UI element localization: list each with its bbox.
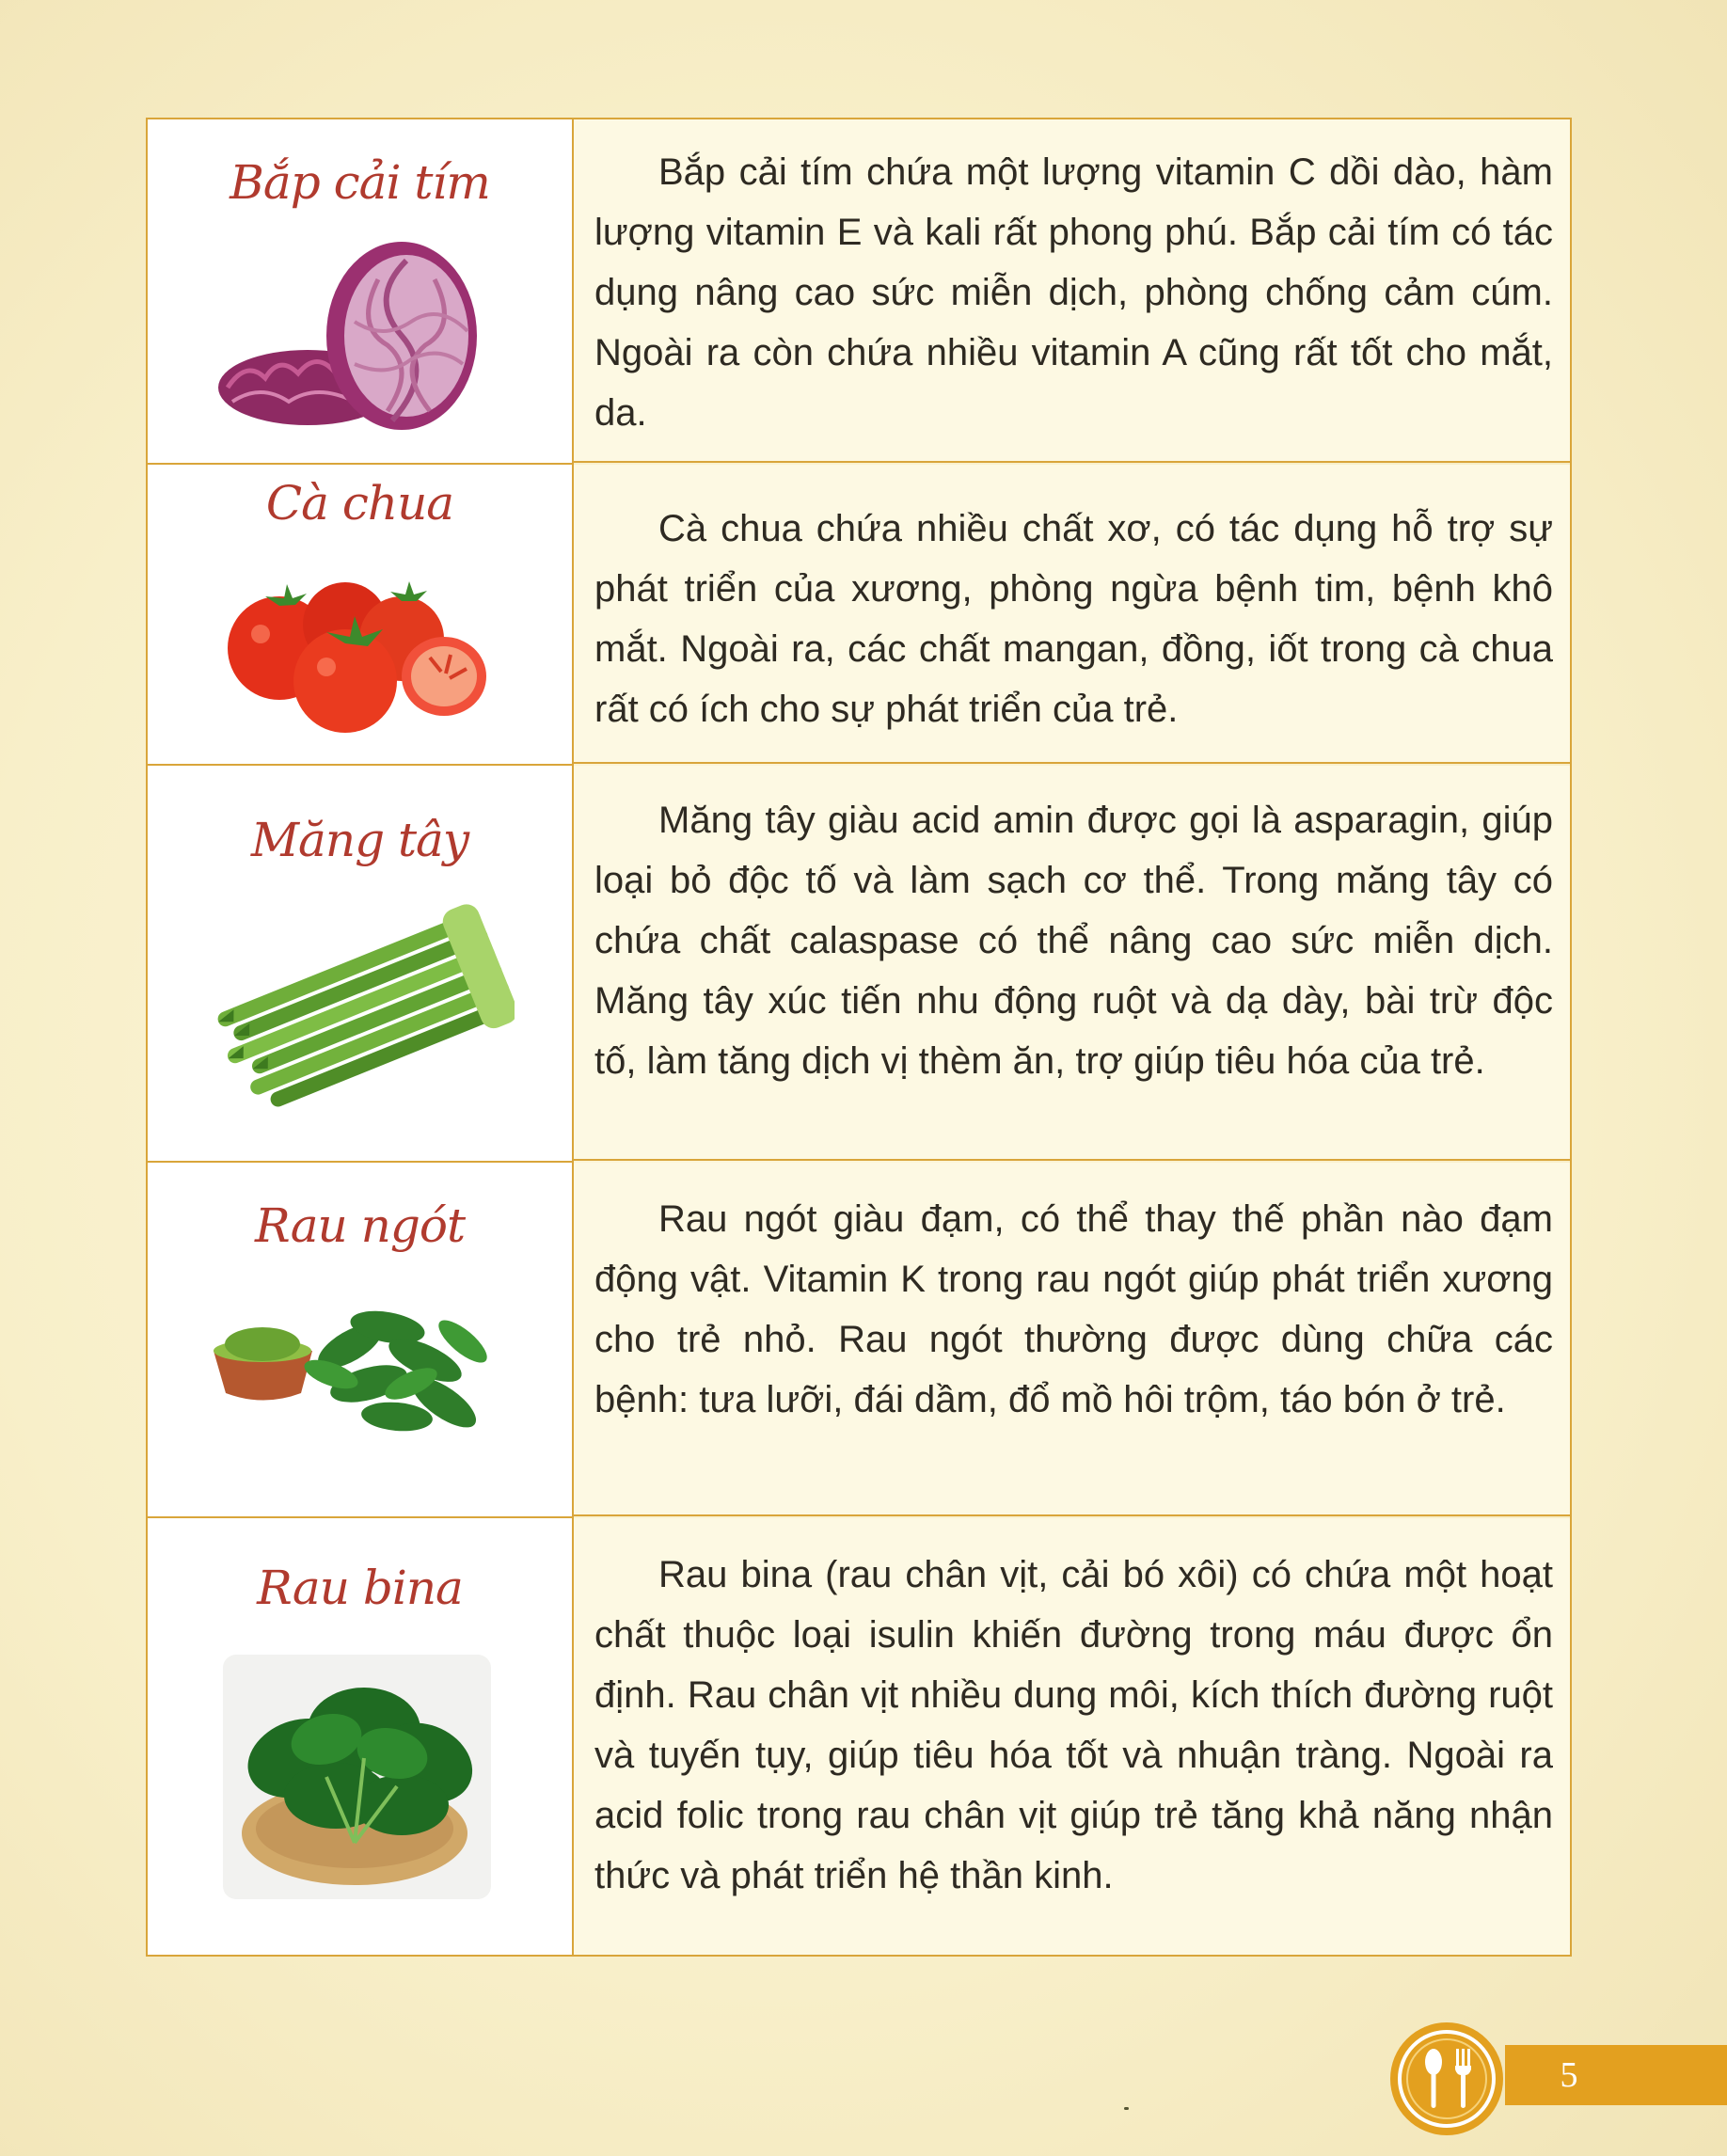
row-image-cell: [148, 465, 574, 766]
row-text-cell: [574, 119, 1570, 463]
footer-bar: [1505, 2045, 1727, 2105]
row-image-cell: [148, 119, 574, 465]
vegetable-description: Bắp cải tím chứa một lượng vitamin C dồi dào, hàm lượng vitamin E và kali rất phong phú. Bắp cải tím có tác dụng nâng cao sức miễn dịch, phòng chống cảm cúm. Ngoài ra còn chứa nhiều vitamin A cũng rất tốt cho mắt, da.: [594, 151, 1553, 434]
vegetable-name: Cà chua: [265, 476, 454, 531]
vegetable-description: Cà chua chứa nhiều chất xơ, có tác dụng hỗ trợ sự phát triển của xương, phòng ngừa bệnh tim, bệnh khô mắt. Ngoài ra, các chất mangan, đồng, iốt trong cà chua rất có ích cho sự phát triển của trẻ.: [594, 508, 1553, 730]
spoon-fork-icon: [1388, 2021, 1505, 2137]
row-text-cell: [574, 766, 1570, 1161]
spinach-illustration: [223, 1655, 491, 1899]
page-number: 5: [1560, 2055, 1578, 2095]
vegetable-name: Bắp cải tím: [230, 155, 490, 210]
asparagus-illustration: [214, 893, 515, 1118]
vegetable-description: Măng tây giàu acid amin được gọi là asparagin, giúp loại bỏ độc tố và làm sạch cơ thể. Trong măng tây có chứa chất calaspase có thể nâng cao sức miễn dịch. Măng tây xúc tiến nhu động ruột và dạ dày, bài trừ độc tố, làm tăng dịch vị thèm ăn, trợ giúp tiêu hóa của trẻ.: [594, 800, 1553, 1082]
vegetable-name: Rau ngót: [254, 1198, 466, 1253]
row-text-cell: [574, 1518, 1570, 1955]
vegetable-table: [146, 118, 1572, 1957]
sauropus-leaves-illustration: [209, 1290, 510, 1478]
row-image-cell: [148, 1163, 574, 1518]
vegetable-name: Măng tây: [250, 813, 469, 867]
vegetable-description: Rau ngót giàu đạm, có thể thay thế phần nào đạm động vật. Vitamin K trong rau ngót giúp phát triển xương cho trẻ nhỏ. Rau ngót thường được dùng chữa các bệnh: tưa lưỡi, đái dầm, đổ mồ hôi trộm, táo bón ở trẻ.: [594, 1198, 1553, 1420]
row-text-cell: [574, 465, 1570, 764]
red-cabbage-illustration: [214, 237, 496, 444]
print-speck: [1124, 2107, 1129, 2110]
tomato-illustration: [214, 568, 496, 742]
row-text-cell: [574, 1163, 1570, 1516]
row-image-cell: [148, 1518, 574, 1955]
vegetable-description: Rau bina (rau chân vịt, cải bó xôi) có chứa một hoạt chất thuộc loại isulin khiến đường trong máu được ổn định. Rau chân vịt nhiều dung môi, kích thích đường ruột và tuyến tụy, giúp tiêu hóa tốt và nhuận tràng. Ngoài ra acid folic trong rau chân vịt giúp trẻ tăng khả năng nhận thức và phát triển hệ thần kinh.: [594, 1554, 1553, 1896]
row-image-cell: [148, 766, 574, 1163]
vegetable-name: Rau bina: [257, 1561, 463, 1615]
